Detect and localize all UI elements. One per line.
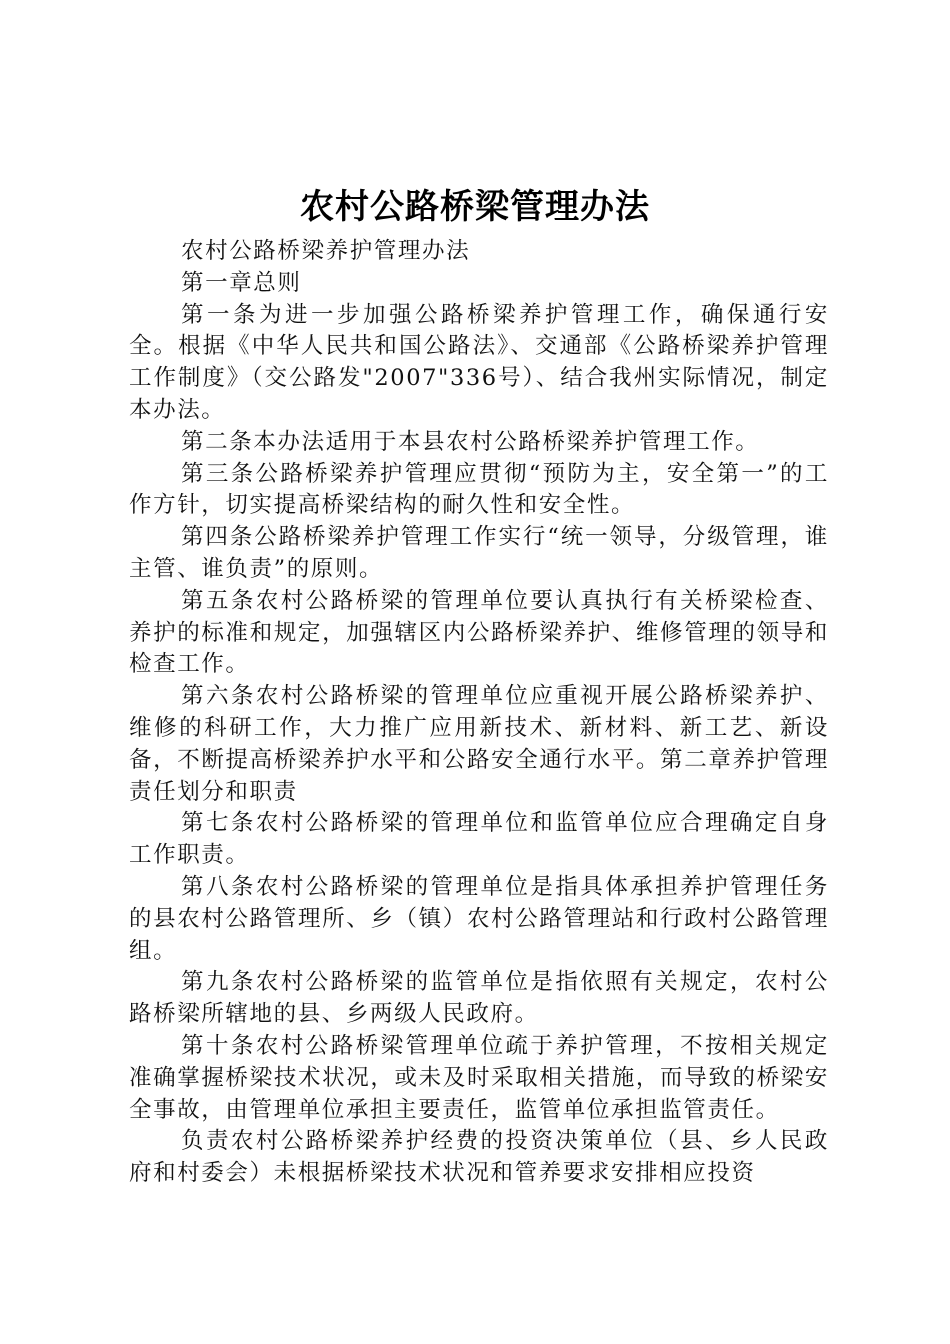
article-paragraph: 第七条农村公路桥梁的管理单位和监管单位应合理确定自身工作职责。 bbox=[129, 810, 829, 869]
article-paragraph: 第五条农村公路桥梁的管理单位要认真执行有关桥梁检查、养护的标准和规定，加强辖区内公路桥梁养护、维修管理的领导和检查工作。 bbox=[129, 587, 829, 678]
article-paragraph: 第二条本办法适用于本县农村公路桥梁养护管理工作。 bbox=[181, 428, 760, 455]
article-paragraph: 第八条农村公路桥梁的管理单位是指具体承担养护管理任务的县农村公路管理所、乡（镇）农村公路管理站和行政村公路管理组。 bbox=[129, 873, 829, 964]
article-paragraph: 第九条农村公路桥梁的监管单位是指依照有关规定，农村公路桥梁所辖地的县、乡两级人民政府。 bbox=[129, 969, 829, 1028]
article-paragraph: 负责农村公路桥梁养护经费的投资决策单位（县、乡人民政府和村委会）未根据桥梁技术状况和管养要求安排相应投资 bbox=[129, 1128, 829, 1187]
document-body bbox=[129, 236, 829, 1190]
chapter-heading: 第一章总则 bbox=[181, 269, 302, 296]
article-paragraph: 第一条为进一步加强公路桥梁养护管理工作，确保通行安全。根据《中华人民共和国公路法》、交通部《公路桥梁养护管理工作制度》（交公路发"2007"336号）、结合我州实际情况，制定本办法。 bbox=[129, 301, 829, 423]
article-paragraph: 第四条公路桥梁养护管理工作实行“统一领导，分级管理，谁主管、谁负责”的原则。 bbox=[129, 524, 829, 582]
article-paragraph: 第三条公路桥梁养护管理应贯彻“预防为主，安全第一”的工作方针，切实提高桥梁结构的耐久性和安全性。 bbox=[129, 460, 829, 519]
article-paragraph: 第十条农村公路桥梁管理单位疏于养护管理，不按相关规定准确掌握桥梁技术状况，或未及时采取相关措施，而导致的桥梁安全事故，由管理单位承担主要责任，监管单位承担监管责任。 bbox=[129, 1032, 829, 1123]
subtitle-paragraph: 农村公路桥梁养护管理办法 bbox=[181, 238, 471, 264]
document-title: 农村公路桥梁管理办法 bbox=[300, 187, 650, 227]
article-paragraph: 第六条农村公路桥梁的管理单位应重视开展公路桥梁养护、维修的科研工作，大力推广应用新技术、新材料、新工艺、新设备，不断提高桥梁养护水平和公路安全通行水平。第二章养护管理责任划分和职责 bbox=[129, 683, 829, 805]
